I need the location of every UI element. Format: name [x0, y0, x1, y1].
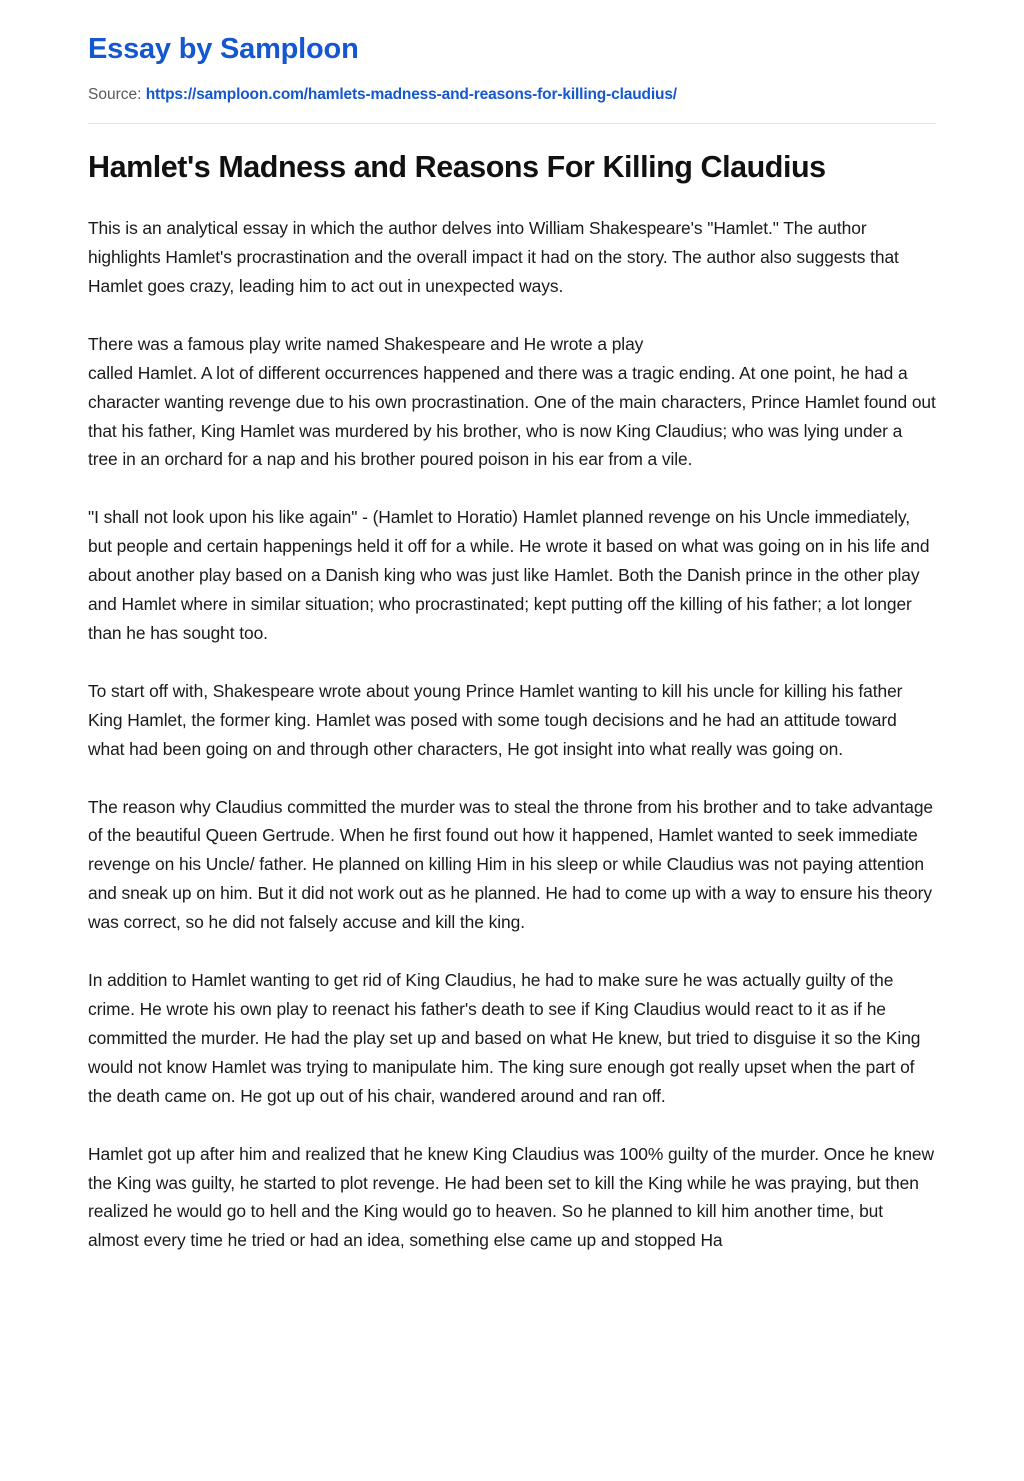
paragraph-2 — [88, 330, 936, 475]
paragraph-2-line-1: There was a famous play write named Shakespeare and He wrote a play — [88, 333, 644, 354]
source-label: Source: — [88, 86, 142, 104]
site-brand-logo[interactable]: Essay by Samploon — [88, 33, 359, 65]
paragraph-2-line-2: called Hamlet. A lot of different occurrences happened and there was a tragic ending. At one point, he had a character wanting revenge due to his own procrastination. One of the main characters, Prince Hamlet found out that his father, King Hamlet was murdered by his brother, who is now King Claudius; who was lying under a tree in an orchard for a nap and his brother poured poison in his ear from a vile. — [88, 362, 936, 470]
page-title: Hamlet's Madness and Reasons For Killing Claudius — [88, 150, 826, 185]
paragraph-1: This is an analytical essay in which the author delves into William Shakespeare's "Hamlet." The author highlights Hamlet's procrastination and the overall impact it had on the story. The author also suggests that Hamlet goes crazy, leading him to act out in unexpected ways. — [88, 218, 899, 296]
site-header — [0, 0, 1024, 105]
paragraph-3: "I shall not look upon his like again" - (Hamlet to Horatio) Hamlet planned revenge on his Uncle immediately, but people and certain happenings held it off for a while. He wrote it based on what was going on in his life and about another play based on a Danish king who was just like Hamlet. Both the Danish prince in the other play and Hamlet where in similar situation; who procrastinated; kept putting off the killing of his father; a lot longer than he has sought too. — [88, 507, 930, 643]
article-body — [88, 214, 936, 1255]
source-url-link[interactable]: https://samploon.com/hamlets-madness-and-reasons-for-killing-claudius/ — [145, 86, 677, 104]
header-divider — [88, 123, 936, 124]
paragraph-7: Hamlet got up after him and realized that he knew King Claudius was 100% guilty of the murder. Once he knew the King was guilty, he started to plot revenge. He had been set to kill the King while he was praying, but then realized he would go to hell and the King would go to heaven. So he planned to kill him another time, but almost every time he tried or had an idea, something else came up and stopped Ha — [88, 1143, 934, 1251]
article — [0, 149, 1024, 1255]
paragraph-6: In addition to Hamlet wanting to get rid of King Claudius, he had to make sure he was actually guilty of the crime. He wrote his own play to reenact his father's death to see if King Claudius would react to it as if he committed the murder. He had the play set up and based on what He knew, but tried to disguise it so the King would not know Hamlet was trying to manipulate him. The king sure enough got really upset when the part of the death came on. He got up out of his chair, wandered around and ran off. — [88, 970, 921, 1106]
paragraph-4: To start off with, Shakespeare wrote about young Prince Hamlet wanting to kill his uncle for killing his father King Hamlet, the former king. Hamlet was posed with some tough decisions and he had an attitude toward what had been going on and through other characters, He got insight into what really was going on. — [88, 680, 903, 759]
paragraph-5: The reason why Claudius committed the murder was to steal the throne from his brother and to take advantage of the beautiful Queen Gertrude. When he first found out how it happened, Hamlet wanted to seek immediate revenge on his Uncle/ father. He planned on killing Him in his sleep or while Claudius was not paying attention and sneak up on him. But it did not work out as he planned. He had to come up with a way to ensure his theory was correct, so he did not falsely accuse and kill the king. — [88, 796, 934, 933]
source-line — [88, 85, 936, 105]
